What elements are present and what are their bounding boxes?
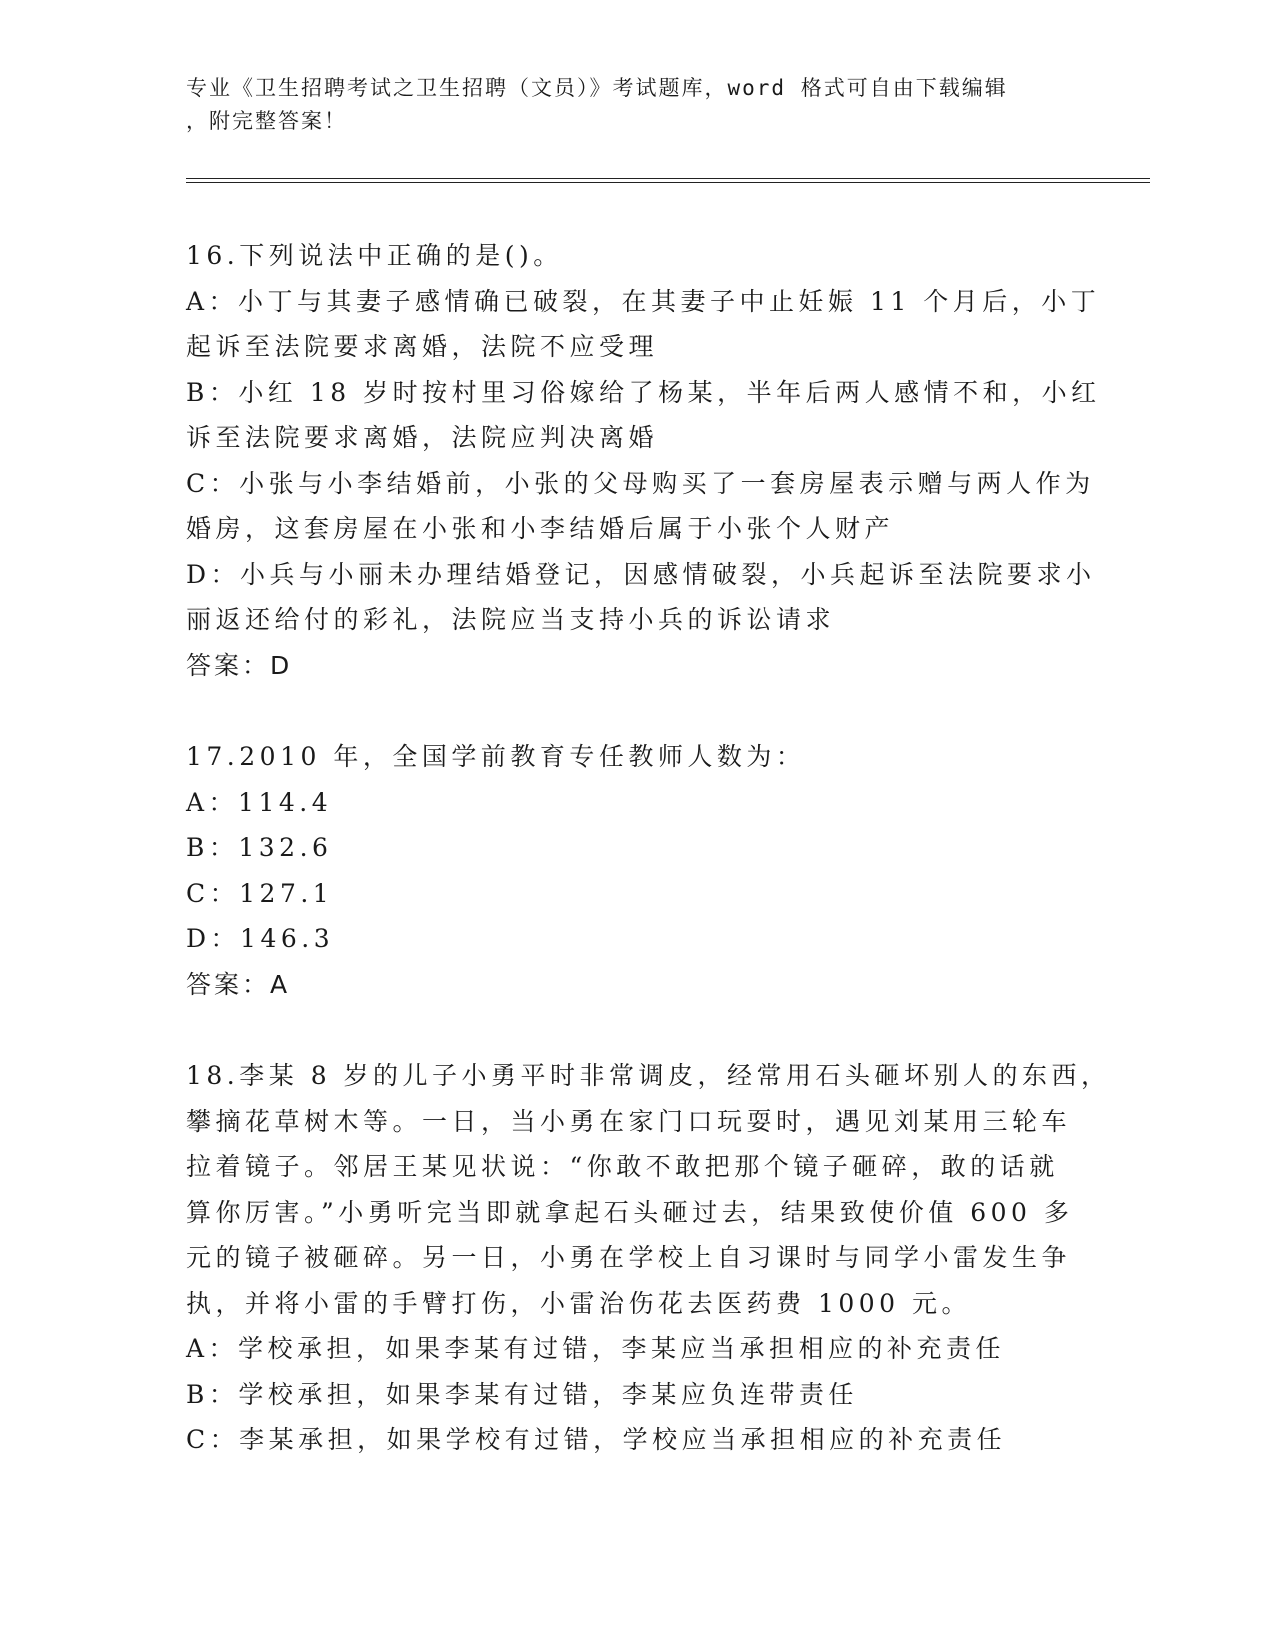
question-17	[186, 734, 1086, 1007]
option-a-continued: 起诉至法院要求离婚，法院不应受理	[186, 332, 659, 361]
option-c: C：127.1	[186, 878, 334, 908]
question-16	[186, 233, 1101, 688]
question-stem: 18.李某 8 岁的儿子小勇平时非常调皮，经常用石头砸坏别人的东西，	[186, 1061, 1111, 1090]
option-a: A：小丁与其妻子感情确已破裂，在其妻子中止妊娠 11 个月后，小丁	[186, 286, 1101, 316]
header-line-2: ，附完整答案！	[186, 109, 347, 133]
answer-label: 答案：D	[186, 650, 293, 680]
option-c: C：李某承担，如果学校有过错，学校应当承担相应的补充责任	[186, 1425, 1007, 1454]
option-d: D：146.3	[186, 924, 335, 953]
option-a: A：学校承担，如果李某有过错，李某应当承担相应的补充责任	[186, 1334, 1006, 1363]
option-c-continued: 婚房，这套房屋在小张和小李结婚后属于小张个人财产	[186, 514, 895, 543]
question-stem: 16.下列说法中正确的是()。	[186, 241, 563, 270]
question-18	[186, 1053, 1111, 1463]
header-line-1: 专业《卫生招聘考试之卫生招聘（文员）》考试题库，word 格式可自由下载编辑	[186, 76, 1008, 100]
question-stem-continued: 元的镜子被砸碎。另一日，小勇在学校上自习课时与同学小雷发生争	[186, 1243, 1072, 1272]
question-stem-continued: 算你厉害。”小勇听完当即就拿起石头砸过去，结果致使价值 600 多	[186, 1197, 1074, 1227]
question-stem-continued: 攀摘花草树木等。一日，当小勇在家门口玩耍时，遇见刘某用三轮车	[186, 1106, 1072, 1136]
question-stem: 17.2010 年，全国学前教育专任教师人数为：	[186, 742, 806, 771]
page-header	[186, 72, 1066, 138]
option-b: B：132.6	[186, 833, 333, 862]
option-a: A：114.4	[186, 787, 333, 817]
option-b: B：小红 18 岁时按村里习俗嫁给了杨某，半年后两人感情不和，小红	[186, 377, 1101, 407]
question-stem-continued: 执，并将小雷的手臂打伤，小雷治伤花去医药费 1000 元。	[186, 1288, 972, 1318]
option-b: B：学校承担，如果李某有过错，李某应负连带责任	[186, 1379, 858, 1409]
question-list	[186, 233, 1111, 1509]
question-stem-continued: 拉着镜子。邻居王某见状说：“你敢不敢把那个镜子砸碎，敢的话就	[186, 1152, 1059, 1181]
option-d: D：小兵与小丽未办理结婚登记，因感情破裂，小兵起诉至法院要求小	[186, 559, 1096, 589]
option-b-continued: 诉至法院要求离婚，法院应判决离婚	[186, 423, 659, 452]
answer-label: 答案：A	[186, 969, 291, 999]
option-c: C：小张与小李结婚前，小张的父母购买了一套房屋表示赠与两人作为	[186, 468, 1095, 498]
header-divider	[186, 178, 1150, 183]
option-d-continued: 丽返还给付的彩礼，法院应当支持小兵的诉讼请求	[186, 605, 836, 634]
